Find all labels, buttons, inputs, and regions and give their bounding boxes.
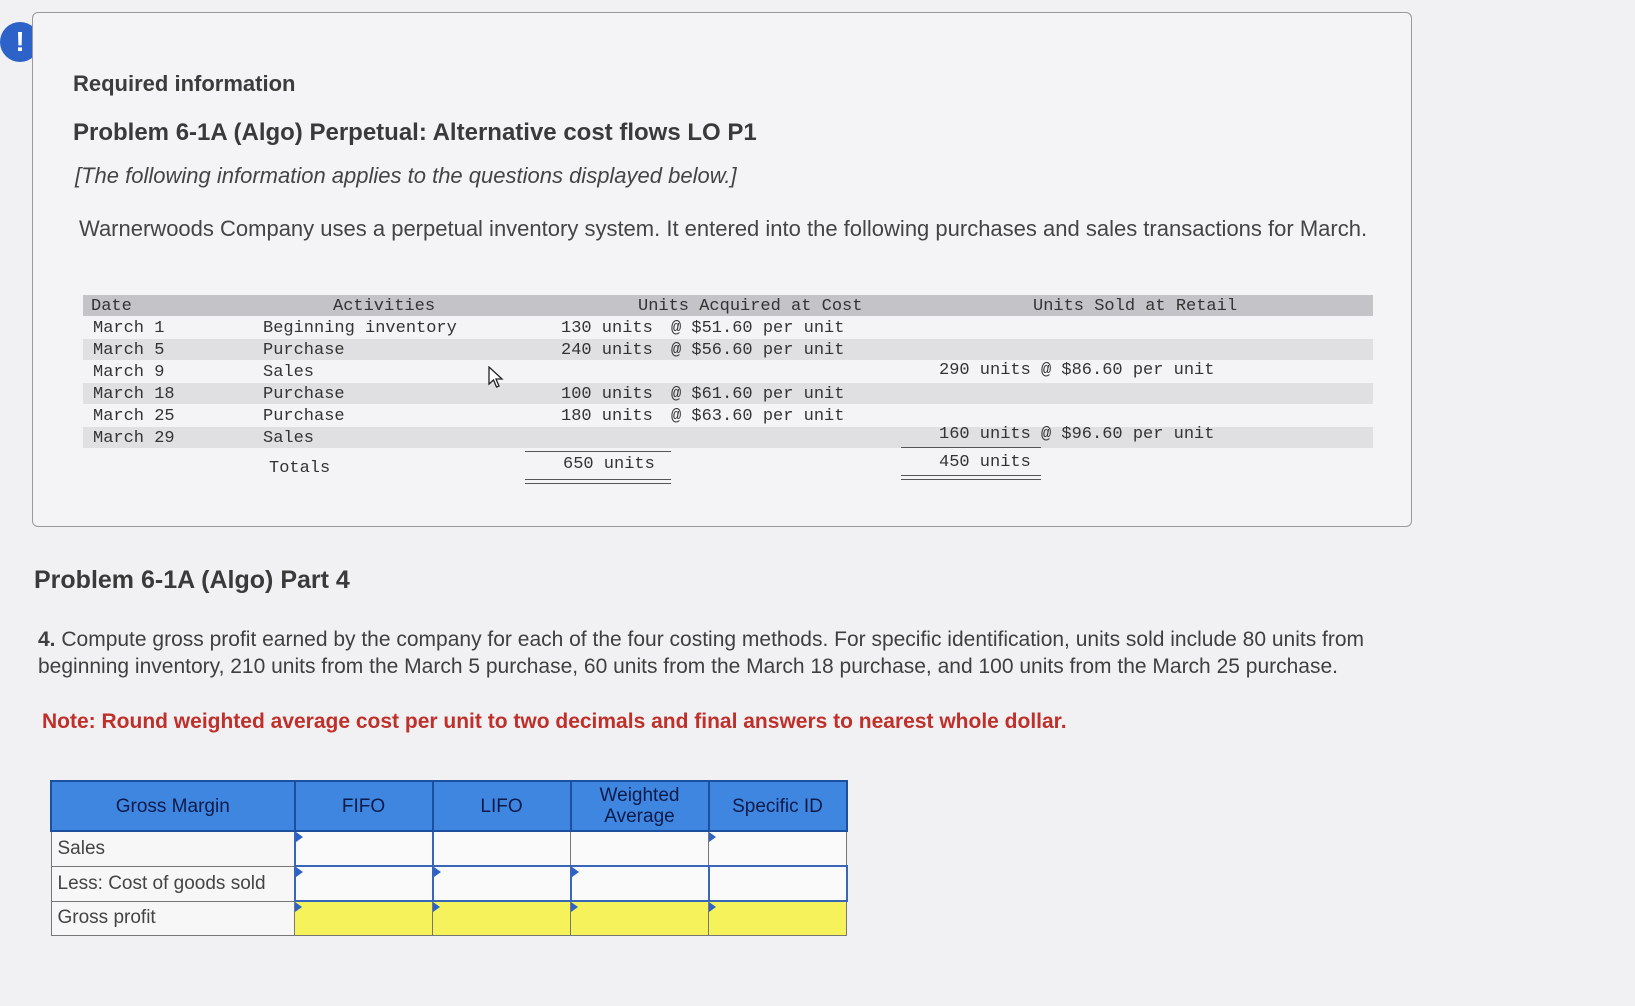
- row-date: March 29: [93, 429, 175, 448]
- acquired-total-double-rule: [525, 479, 671, 484]
- question-number: 4.: [38, 628, 56, 651]
- column-header-fifo: FIFO: [295, 781, 433, 831]
- weighted-sales-cell[interactable]: [571, 831, 709, 866]
- row-activity: Sales: [263, 363, 315, 382]
- input-marker-icon: [709, 902, 716, 912]
- intro-text: Warnerwoods Company uses a perpetual inventory system. It entered into the following purchases and sales transactions for March.: [79, 216, 1368, 241]
- lifo-sales-cell[interactable]: [433, 831, 571, 866]
- weighted-gross-profit-cell[interactable]: [571, 901, 709, 936]
- question-text: [38, 626, 1378, 680]
- input-marker-icon: [296, 867, 303, 877]
- row-acquired-cost: @ $51.60 per unit: [671, 319, 845, 338]
- weighted-sales-input[interactable]: [571, 832, 708, 865]
- fifo-gross-profit-cell[interactable]: [295, 901, 433, 936]
- row-date: March 9: [93, 363, 165, 382]
- row-activity: Beginning inventory: [263, 319, 457, 338]
- fifo-gross-profit-input[interactable]: [295, 902, 432, 935]
- row-sold-units: 290 units: [939, 361, 1031, 380]
- header-date: Date: [91, 297, 132, 316]
- sold-subtotal-rule: [901, 447, 1041, 448]
- lifo-gross-profit-cell[interactable]: [433, 901, 571, 936]
- fifo-sales-input[interactable]: [296, 832, 432, 865]
- input-marker-icon: [295, 902, 302, 912]
- input-marker-icon: [571, 902, 578, 912]
- row-label-cogs: Less: Cost of goods sold: [51, 866, 295, 901]
- specific-sales-cell[interactable]: [709, 831, 847, 866]
- row-sold-units: 160 units: [939, 425, 1031, 444]
- totals-label: Totals: [269, 459, 331, 478]
- fifo-cogs-cell[interactable]: [295, 866, 433, 901]
- row-acquired-units: 180 units: [561, 407, 653, 426]
- table-row: [51, 901, 847, 936]
- specific-gross-profit-cell[interactable]: [709, 901, 847, 936]
- lifo-cogs-input[interactable]: [434, 867, 570, 900]
- specific-cogs-input[interactable]: [710, 867, 846, 900]
- row-acquired-units: 240 units: [561, 341, 653, 360]
- row-date: March 1: [93, 319, 165, 338]
- input-marker-icon: [434, 867, 441, 877]
- header-activities: Activities: [333, 297, 436, 316]
- total-sold: 450 units: [939, 453, 1031, 472]
- acquired-subtotal-rule: [525, 451, 671, 452]
- fifo-sales-cell[interactable]: [295, 831, 433, 866]
- gross-margin-table: [50, 780, 848, 936]
- required-information-panel: [32, 12, 1412, 527]
- weighted-cogs-cell[interactable]: [571, 866, 709, 901]
- specific-gross-profit-input[interactable]: [709, 902, 846, 935]
- required-information-title: Required information: [73, 71, 296, 96]
- column-header-gross-margin: Gross Margin: [51, 781, 295, 831]
- lifo-cogs-cell[interactable]: [433, 866, 571, 901]
- header-units-acquired: Units Acquired at Cost: [638, 297, 863, 316]
- table-row: [51, 866, 847, 901]
- row-acquired-cost: @ $56.60 per unit: [671, 341, 845, 360]
- total-acquired: 650 units: [563, 455, 655, 474]
- mouse-pointer-icon: [488, 366, 508, 390]
- row-acquired-cost: @ $63.60 per unit: [671, 407, 845, 426]
- rounding-note: Note: Round weighted average cost per unit to two decimals and final answers to nearest whole dollar.: [42, 710, 1067, 733]
- row-date: March 18: [93, 385, 175, 404]
- row-label-sales: Sales: [51, 831, 295, 866]
- row-acquired-units: 100 units: [561, 385, 653, 404]
- column-header-weighted-average: Weighted Average: [571, 781, 709, 831]
- row-label-gross-profit: Gross profit: [51, 901, 295, 936]
- row-date: March 5: [93, 341, 165, 360]
- applies-note: [The following information applies to the questions displayed below.]: [75, 163, 737, 188]
- fifo-cogs-input[interactable]: [296, 867, 432, 900]
- row-acquired-cost: @ $61.60 per unit: [671, 385, 845, 404]
- weighted-gross-profit-input[interactable]: [571, 902, 708, 935]
- row-sold-price: @ $86.60 per unit: [1041, 361, 1215, 380]
- row-activity: Purchase: [263, 341, 345, 360]
- row-acquired-units: 130 units: [561, 319, 653, 338]
- question-body: Compute gross profit earned by the company for each of the four costing methods. For specific identification, units sold include 80 units from beginning inventory, 210 units from the March 5 purchase, 60 units from the March 18 purchase, and 100 units from the March 25 purchase.: [38, 628, 1365, 678]
- alert-icon: !: [0, 22, 40, 62]
- header-units-sold: Units Sold at Retail: [1033, 297, 1238, 316]
- input-marker-icon: [709, 832, 716, 842]
- column-header-specific-id: Specific ID: [709, 781, 847, 831]
- sold-total-double-rule: [901, 475, 1041, 480]
- table-row: [51, 831, 847, 866]
- row-activity: Purchase: [263, 407, 345, 426]
- row-sold-price: @ $96.60 per unit: [1041, 425, 1215, 444]
- input-marker-icon: [433, 902, 440, 912]
- row-activity: Sales: [263, 429, 315, 448]
- specific-sales-input[interactable]: [709, 832, 846, 865]
- problem-title: Problem 6-1A (Algo) Perpetual: Alternative cost flows LO P1: [73, 119, 757, 146]
- input-marker-icon: [572, 867, 579, 877]
- column-header-lifo: LIFO: [433, 781, 571, 831]
- input-marker-icon: [296, 832, 303, 842]
- row-date: March 25: [93, 407, 175, 426]
- weighted-cogs-input[interactable]: [572, 867, 708, 900]
- specific-cogs-cell[interactable]: [709, 866, 847, 901]
- row-activity: Purchase: [263, 385, 345, 404]
- lifo-sales-input[interactable]: [434, 832, 571, 865]
- part-title: Problem 6-1A (Algo) Part 4: [34, 566, 350, 594]
- transactions-table: [83, 289, 1373, 509]
- lifo-gross-profit-input[interactable]: [433, 902, 570, 935]
